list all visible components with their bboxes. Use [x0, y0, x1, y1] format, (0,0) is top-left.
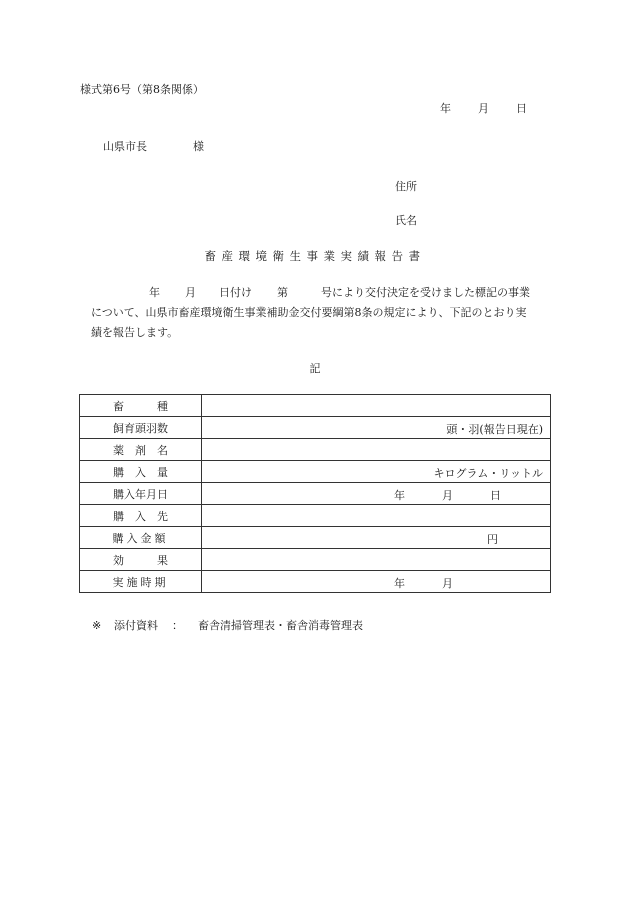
row-label: 効 果: [80, 549, 202, 571]
addressee: [103, 138, 204, 154]
purchase-day: 日: [490, 489, 501, 502]
row-label: 飼育頭羽数: [80, 417, 202, 439]
address-label: 住所: [395, 180, 417, 193]
form-number: 様式第6号（第8条関係）: [80, 83, 204, 96]
ki-heading: 記: [309, 362, 321, 375]
body-line1-rest: 号により交付決定を受けました標記の事業: [321, 286, 530, 299]
table-row: [80, 461, 551, 483]
name-label: 氏名: [395, 214, 417, 227]
amount-unit: 円: [487, 533, 498, 546]
row-value: [202, 417, 551, 439]
attachment-label: 添付資料: [114, 619, 158, 632]
row-label: 畜 種: [80, 395, 202, 417]
quantity-unit: キログラム・リットル: [433, 467, 543, 480]
date-year: 年: [440, 102, 451, 115]
date-day: 日: [516, 102, 527, 115]
table-row: [80, 549, 551, 571]
row-value: [202, 571, 551, 593]
purchase-year: 年: [394, 489, 405, 502]
report-body: [91, 283, 551, 343]
purchase-date: [394, 487, 501, 503]
date-month: 月: [478, 102, 489, 115]
row-label: 購入年月日: [80, 483, 202, 505]
body-line-2: について、山県市畜産環境衛生事業補助金交付要綱第8条の規定により、下記のとおり実: [91, 306, 527, 319]
attachment-items: 畜舎清掃管理表・畜舎消毒管理表: [198, 619, 363, 632]
table-row: [80, 483, 551, 505]
table-row: [80, 395, 551, 417]
row-label: 実施時期: [80, 571, 202, 593]
row-value: [202, 549, 551, 571]
submission-date: [440, 100, 527, 116]
row-value: [202, 505, 551, 527]
implementation-period: [394, 575, 453, 591]
row-value: [202, 483, 551, 505]
table-row: [80, 439, 551, 461]
table-row: [80, 527, 551, 549]
body-line-3: 績を報告します。: [91, 326, 179, 339]
addressee-honorific: 様: [193, 140, 204, 153]
attachment-note: [92, 617, 363, 633]
body-line-1: [91, 283, 551, 303]
report-table: [79, 394, 551, 593]
attachment-separator: ：: [172, 619, 183, 632]
table-row: [80, 505, 551, 527]
document-title: 畜産環境衛生事業実績報告書: [204, 249, 426, 263]
addressee-name: 山県市長: [103, 140, 147, 153]
row-label: 購入金額: [80, 527, 202, 549]
row-value: [202, 395, 551, 417]
row-label: 購 入 先: [80, 505, 202, 527]
body-number-prefix: 第: [277, 286, 288, 299]
purchase-month: 月: [442, 489, 453, 502]
body-month: 月: [185, 286, 196, 299]
table-row: [80, 417, 551, 439]
period-month: 月: [442, 577, 453, 590]
headcount-unit: 頭・羽(報告日現在): [446, 423, 543, 436]
attachment-mark: ※: [92, 619, 102, 632]
table-row: [80, 571, 551, 593]
body-year: 年: [149, 286, 160, 299]
row-value: [202, 439, 551, 461]
row-value: [202, 527, 551, 549]
period-year: 年: [394, 577, 405, 590]
row-label: 購 入 量: [80, 461, 202, 483]
body-dated: 日付け: [219, 286, 252, 299]
row-label: 薬 剤 名: [80, 439, 202, 461]
row-value: [202, 461, 551, 483]
